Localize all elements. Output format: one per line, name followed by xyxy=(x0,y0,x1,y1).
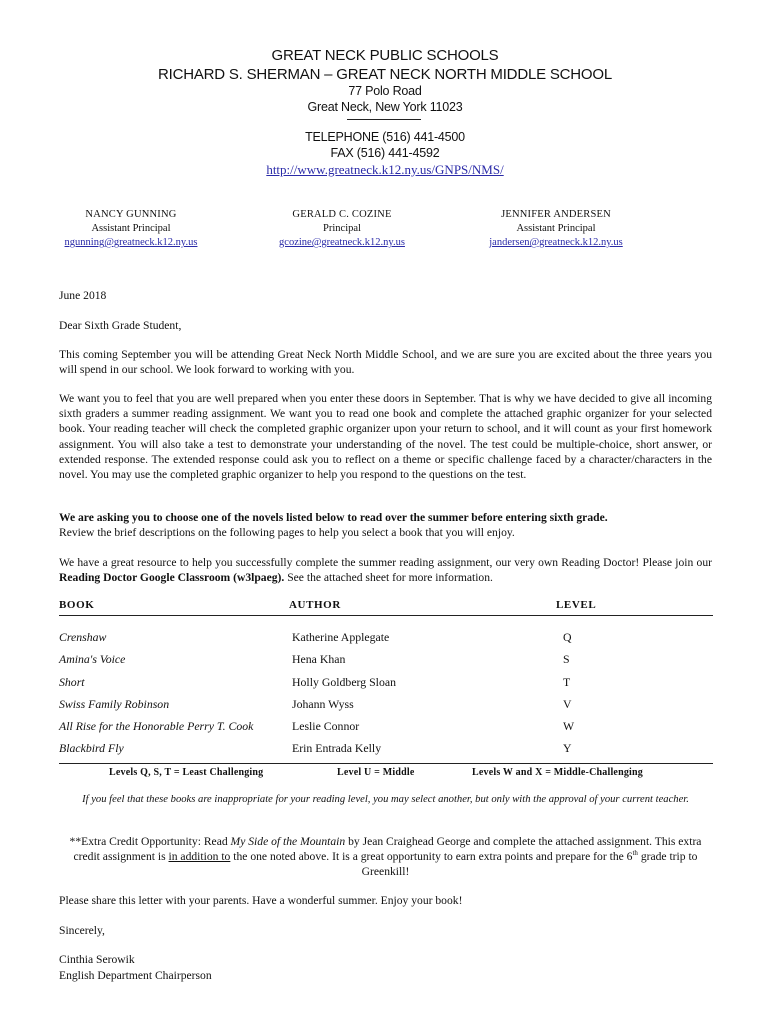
book-level: Y xyxy=(563,741,572,755)
staff-title: Assistant Principal xyxy=(516,223,596,234)
extra-credit-book: My Side of the Mountain xyxy=(230,835,346,848)
book-author: Hena Khan xyxy=(292,652,346,666)
school-name: RICHARD S. SHERMAN – GREAT NECK NORTH MIDDLE SCHOOL xyxy=(157,66,613,83)
staff-email-link[interactable]: ngunning@greatneck.k12.ny.us xyxy=(64,237,198,248)
table-row xyxy=(0,675,770,695)
book-title: Amina's Voice xyxy=(59,652,126,666)
district-name: GREAT NECK PUBLIC SCHOOLS xyxy=(271,47,499,64)
staff-name: NANCY GUNNING xyxy=(85,209,177,220)
fax: FAX (516) 441-4592 xyxy=(330,146,440,160)
extra-credit-text: by Jean Craighead George and complete the attached assignment. This extra credit assignment is xyxy=(73,835,702,864)
book-author: Erin Entrada Kelly xyxy=(292,741,382,755)
paragraph-choose xyxy=(59,510,712,540)
staff-name: GERALD C. COZINE xyxy=(292,209,392,220)
signer-name: Cinthia Serowik xyxy=(59,953,135,966)
school-website-link[interactable]: http://www.greatneck.k12.ny.us/GNPS/NMS/ xyxy=(266,162,504,177)
extra-credit-paragraph xyxy=(59,834,712,880)
book-author: Katherine Applegate xyxy=(292,630,390,644)
book-level: W xyxy=(563,719,575,733)
book-level: S xyxy=(563,652,570,666)
book-title: Crenshaw xyxy=(59,630,107,644)
book-author: Leslie Connor xyxy=(292,719,360,733)
extra-credit-emphasis: in addition to xyxy=(168,850,231,864)
extra-credit-text-2: the one noted above. It is a great opportunity to earn extra points and prepare for the 6 xyxy=(230,850,633,864)
level-legend-middle-challenging: Levels W and X = Middle-Challenging xyxy=(472,767,643,778)
letter-date: June 2018 xyxy=(59,289,107,302)
staff-title: Assistant Principal xyxy=(91,223,171,234)
signer-title: English Department Chairperson xyxy=(59,969,212,982)
paragraph-assignment: We want you to feel that you are well prepared when you enter these doors in September. That is why we have decided to give all incoming sixth graders a summer reading assignment. We want you to read one book and complete the attached graphic organizer for your selected book. Your reading teacher will check the completed graphic organizer upon your return to school, and it will count as your first homework assignment. You will also take a test to demonstrate your understanding of the novel. The test could be multiple-choice, short answer, or extended response. The extended response could ask you to reflect on a theme or specific challenge faced by a character/characters in the novel. You may use the completed graphic organizer to help you respond to the questions on the test. xyxy=(59,392,712,482)
table-row xyxy=(0,630,770,650)
book-title: Swiss Family Robinson xyxy=(59,697,170,711)
staff-principal xyxy=(242,208,442,250)
staff-assistant-principal-1 xyxy=(31,208,231,250)
staff-assistant-principal-2 xyxy=(456,208,656,250)
paragraph-intro: This coming September you will be attending Great Neck North Middle School, and we are sure you are excited about the three years you will spend in our school. We look forward to working with you. xyxy=(59,348,712,377)
staff-email-link[interactable]: jandersen@greatneck.k12.ny.us xyxy=(489,237,623,248)
table-row xyxy=(0,697,770,717)
closing-sincerely: Sincerely, xyxy=(59,924,105,937)
extra-credit-text-3: grade trip to Greenkill! xyxy=(361,850,698,879)
book-title: All Rise for the Honorable Perry T. Cook xyxy=(59,719,254,733)
staff-title: Principal xyxy=(323,223,361,234)
reading-level-note: If you feel that these books are inappropriate for your reading level, you may select another, but only with the approval of your current teacher. xyxy=(82,794,689,805)
street-address: 77 Polo Road xyxy=(348,84,422,98)
book-author: Johann Wyss xyxy=(292,697,354,711)
telephone: TELEPHONE (516) 441-4500 xyxy=(305,130,465,144)
staff-name: JENNIFER ANDERSEN xyxy=(501,209,611,220)
level-legend-least: Levels Q, S, T = Least Challenging xyxy=(109,767,264,778)
book-level: V xyxy=(563,697,572,711)
table-row xyxy=(0,652,770,672)
city-address: Great Neck, New York 11023 xyxy=(307,100,463,114)
book-level: T xyxy=(563,675,571,689)
choose-instruction: We are asking you to choose one of the novels listed below to read over the summer before entering sixth grade. xyxy=(59,511,608,524)
header-divider xyxy=(347,119,421,120)
column-header-author: AUTHOR xyxy=(289,599,341,611)
staff-email-link[interactable]: gcozine@greatneck.k12.ny.us xyxy=(279,237,405,248)
book-title: Blackbird Fly xyxy=(59,741,124,755)
table-row xyxy=(0,719,770,739)
book-level: Q xyxy=(563,630,572,644)
reading-doctor-classroom: Reading Doctor Google Classroom (w3lpaeg). xyxy=(59,571,285,585)
choose-review: Review the brief descriptions on the following pages to help you select a book that you will enjoy. xyxy=(59,526,515,540)
ordinal-suffix: th xyxy=(632,849,638,858)
paragraph-reading-doctor xyxy=(59,555,712,585)
table-bottom-rule xyxy=(59,763,713,764)
salutation: Dear Sixth Grade Student, xyxy=(59,319,182,332)
reading-doctor-see: See the attached sheet for more information. xyxy=(284,571,493,585)
extra-credit-intro: **Extra Credit Opportunity: Read xyxy=(69,835,231,848)
column-header-level: LEVEL xyxy=(556,599,597,611)
table-row xyxy=(0,741,770,761)
reading-doctor-text: We have a great resource to help you successfully complete the summer reading assignment, our very own Reading Doctor! Please join our xyxy=(59,556,712,569)
table-header-rule xyxy=(59,615,713,616)
book-title: Short xyxy=(59,675,85,689)
level-legend-middle: Level U = Middle xyxy=(337,767,415,778)
column-header-book: BOOK xyxy=(59,599,95,611)
book-author: Holly Goldberg Sloan xyxy=(292,675,396,689)
closing-share: Please share this letter with your parents. Have a wonderful summer. Enjoy your book! xyxy=(59,894,463,907)
